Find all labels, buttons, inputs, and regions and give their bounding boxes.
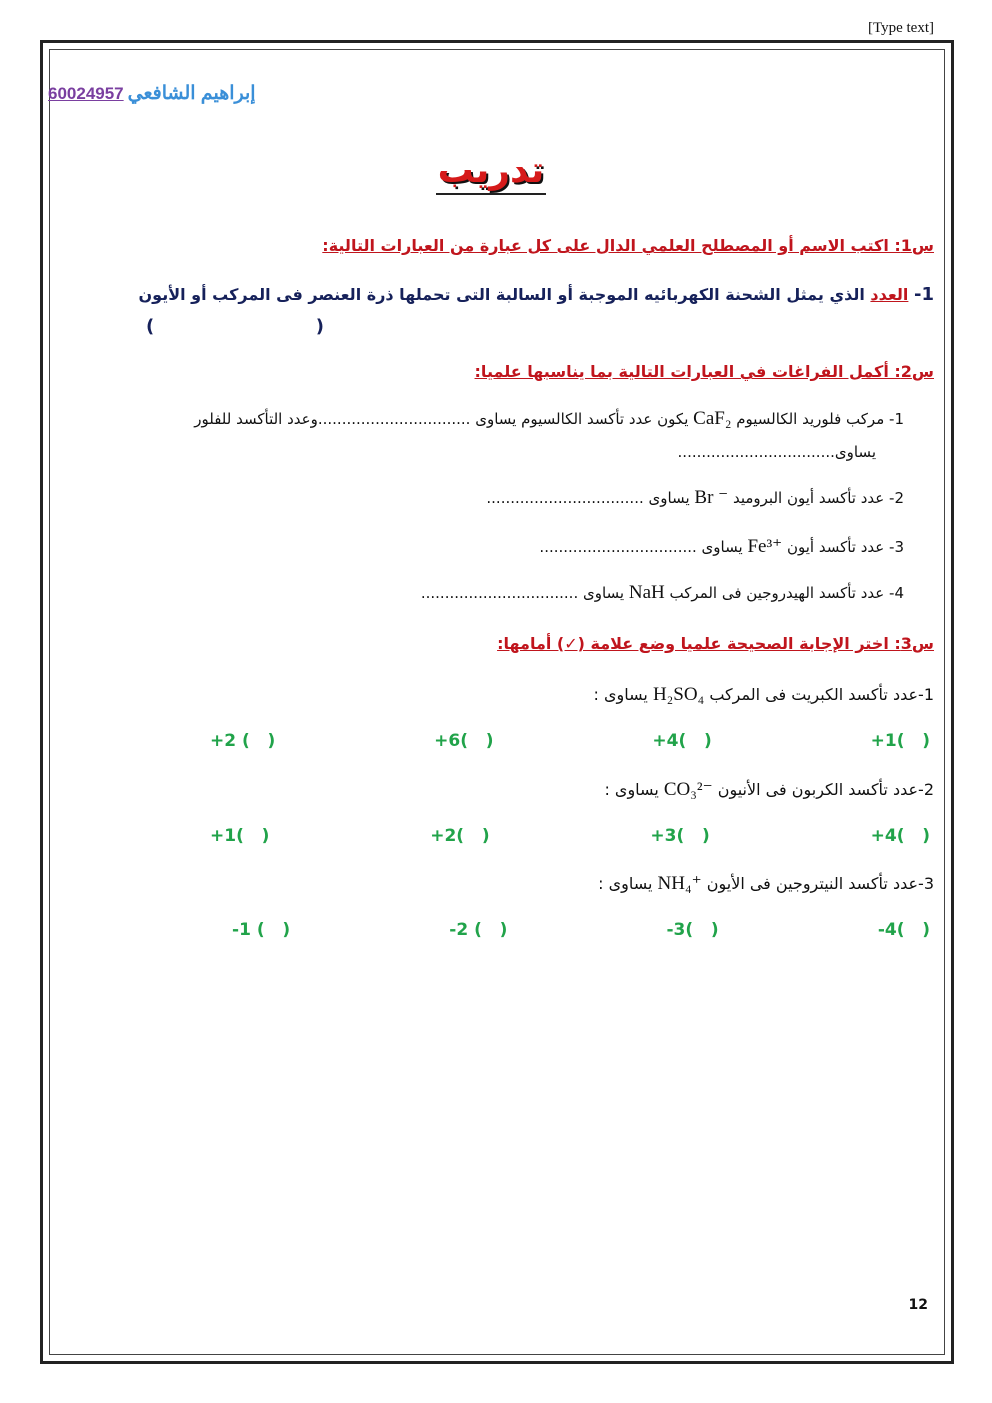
- q3-item-1-stem: [594, 684, 934, 706]
- q2-item-2-num: 2-: [889, 489, 904, 507]
- q2-item-2-formula: Br ⁻: [694, 487, 729, 508]
- q3-item-1-option-1[interactable]: +1( ): [870, 731, 930, 751]
- q3-item-1-option-2[interactable]: +4( ): [652, 731, 712, 751]
- q2-item-1-pre: مركب فلوريد الكالسيوم: [736, 410, 885, 428]
- q1-answer-blank: [146, 316, 324, 337]
- q3-item-3-option-4[interactable]: -1 ( ): [232, 920, 291, 940]
- q2-item-4-post: يساوى .................................: [420, 584, 625, 602]
- q3-item-2-option-4[interactable]: +1( ): [210, 826, 270, 846]
- q1-item-keyword: العدد: [870, 285, 909, 304]
- q2-item-1: [194, 408, 904, 430]
- q2-item-4-formula: NaH: [628, 582, 665, 603]
- header-type-text: [Type text]: [867, 20, 934, 36]
- q2-item-1-formula: CaF₂: [693, 408, 732, 429]
- q3-item-2-text: 2-عدد تأكسد الكربون فى الأنيون: [717, 780, 934, 799]
- q3-item-1-text: 1-عدد تأكسد الكبريت فى المركب: [709, 685, 934, 704]
- q2-item-1-line2: يساوى.................................: [677, 443, 876, 461]
- author-name: إبراهيم الشافعي: [127, 83, 256, 104]
- q3-item-2-option-1[interactable]: +4( ): [870, 826, 930, 846]
- page-title: تدريب: [436, 150, 546, 195]
- q3-item-3-option-3[interactable]: -2 ( ): [449, 920, 508, 940]
- author-stamp: [48, 82, 256, 105]
- q2-heading: س2: أكمل الفراغات في العبارات التالية بما يناسبها علميا:: [474, 362, 934, 381]
- q2-item-2: [486, 486, 904, 509]
- q3-item-2-option-2[interactable]: +3( ): [650, 826, 710, 846]
- q3-item-3-option-1[interactable]: -4( ): [877, 920, 930, 940]
- q3-item-1-post: يساوى :: [593, 685, 648, 704]
- author-phone: 60024957: [48, 84, 124, 103]
- q3-item-3-stem: [598, 872, 934, 895]
- q1-open-paren: (: [146, 316, 155, 337]
- q3-item-3-options: [232, 920, 930, 940]
- q1-item-1: [139, 284, 934, 305]
- q3-item-3-formula: NH₄⁺: [657, 873, 702, 894]
- q2-item-3: [539, 535, 904, 558]
- q3-item-2-stem: [604, 778, 934, 801]
- q3-item-1-option-3[interactable]: +6( ): [434, 731, 494, 751]
- q2-item-2-pre: عدد تأكسد أيون البروميد: [732, 489, 885, 507]
- q2-item-3-post: يساوى .................................: [539, 538, 743, 556]
- q2-item-4: [421, 582, 904, 604]
- q1-item-text: الذي يمثل الشحنة الكهربائيه الموجبة أو السالبة التى تحملها ذرة العنصر فى المركب أو الأيون: [138, 285, 865, 304]
- q2-item-3-pre: عدد تأكسد أيون: [786, 538, 885, 556]
- q2-item-3-num: 3-: [889, 538, 904, 556]
- q3-item-3-post: يساوى :: [598, 874, 653, 893]
- q2-item-1-num: 1-: [889, 410, 904, 428]
- q3-item-3-option-2[interactable]: -3( ): [666, 920, 719, 940]
- q1-item-num: 1-: [913, 284, 934, 305]
- q1-heading: س1: اكتب الاسم أو المصطلح العلمي الدال على كل عبارة من العبارات التالية:: [322, 236, 934, 255]
- q3-item-2-post: يساوى :: [604, 780, 659, 799]
- q3-item-1-option-4[interactable]: +2 ( ): [210, 731, 276, 751]
- q3-item-2-options: [210, 826, 930, 846]
- q3-heading: س3: اختر الإجابة الصحيحة علميا وضع علامة (✓) أمامها:: [497, 634, 934, 653]
- page-number: 12: [908, 1297, 928, 1313]
- q2-item-3-formula: Fe³⁺: [747, 536, 783, 557]
- q3-item-3-text: 3-عدد تأكسد النيتروجين فى الأيون: [706, 874, 934, 893]
- q2-item-4-pre: عدد تأكسد الهيدروجين فى المركب: [669, 584, 885, 602]
- q3-item-1-options: [210, 731, 930, 751]
- q3-item-2-formula: CO₃²⁻: [663, 779, 713, 800]
- q2-item-1-post: يكون عدد تأكسد الكالسيوم يساوى ................................وعدد التأكسد للفلور: [194, 410, 689, 428]
- q2-item-4-num: 4-: [889, 584, 904, 602]
- q1-close-paren: ): [315, 316, 324, 337]
- q2-item-2-post: يساوى .................................: [486, 489, 690, 507]
- q3-item-1-formula: H₂SO₄: [652, 684, 705, 705]
- q3-item-2-option-3[interactable]: +2( ): [430, 826, 490, 846]
